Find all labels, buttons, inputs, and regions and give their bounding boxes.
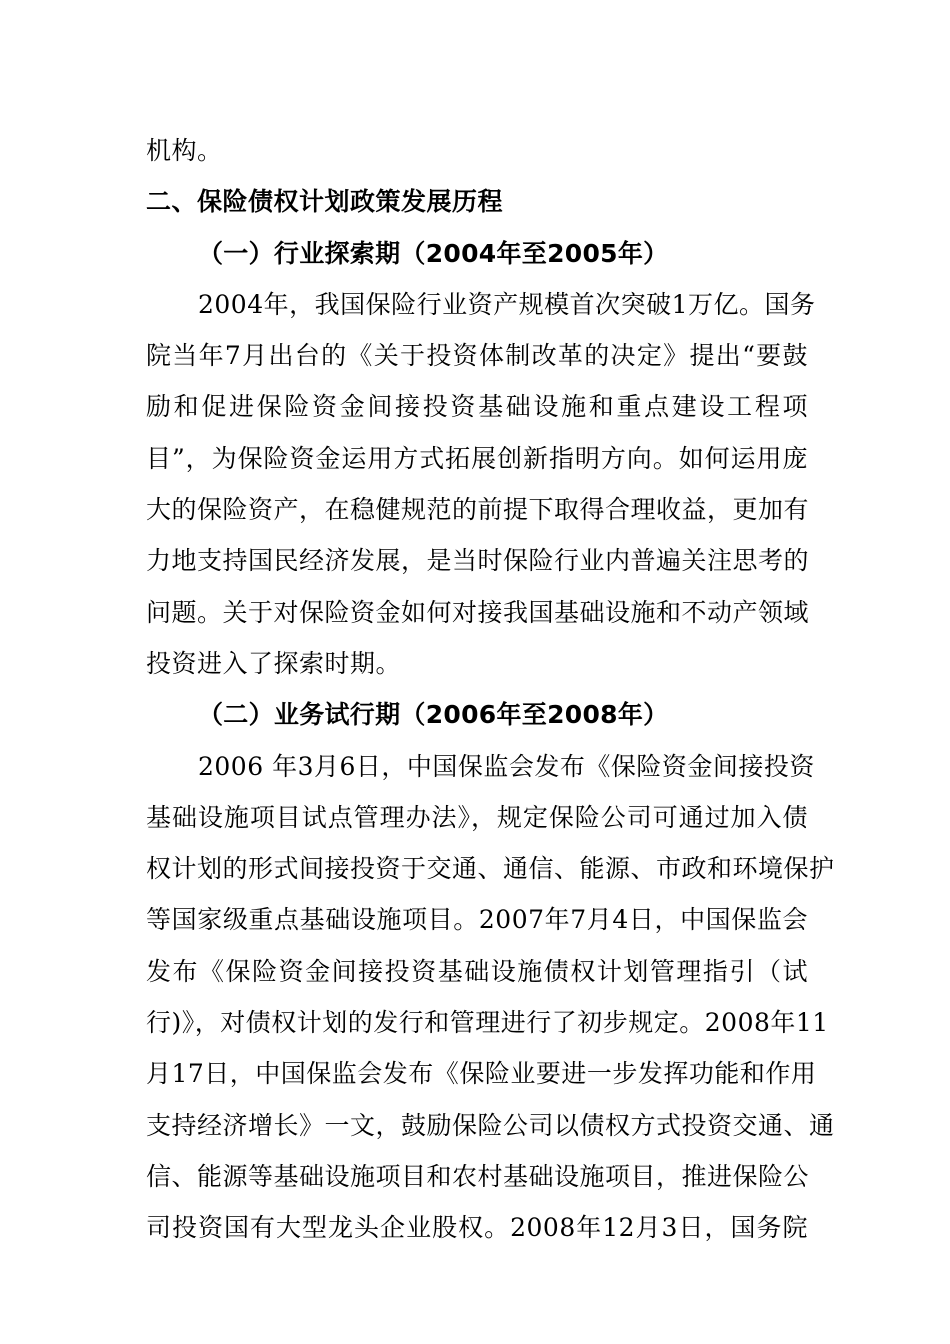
body-text-line: 行)》，对债权计划的发行和管理进行了初步规定。2008年11: [146, 1008, 829, 1038]
body-text-line: 发布《保险资金间接投资基础设施债权计划管理指引（试: [146, 956, 808, 986]
body-text-line: 信、能源等基础设施项目和农村基础设施项目，推进保险公: [146, 1161, 810, 1191]
body-text-line: 司投资国有大型龙头企业股权。2008年12月3日，国务院: [146, 1213, 808, 1243]
body-text-line: 力地支持国民经济发展，是当时保险行业内普遍关注思考的: [146, 546, 810, 576]
body-text-line: 机构。: [146, 136, 223, 165]
body-text-line: 基础设施项目试点管理办法》，规定保险公司可通过加入债: [146, 802, 808, 832]
body-text-line: 等国家级重点基础设施项目。2007年7月4日，中国保监会: [146, 905, 808, 935]
subsection-heading: （一）行业探索期（2004年至2005年）: [198, 238, 669, 268]
section-heading: 二、保险债权计划政策发展历程: [146, 187, 504, 217]
body-text-line: 院当年7月出台的《关于投资体制改革的决定》提出“要鼓: [146, 341, 808, 371]
body-text-line: 权计划的形式间接投资于交通、通信、能源、市政和环境保护: [146, 854, 835, 884]
body-text-line: 目”，为保险资金运用方式拓展创新指明方向。如何运用庞: [146, 443, 808, 473]
body-text-line: 励和促进保险资金间接投资基础设施和重点建设工程项: [146, 392, 808, 422]
document-page: [146, 125, 835, 1254]
subsection-heading: （二）业务试行期（2006年至2008年）: [198, 700, 669, 730]
body-text-line: 支持经济增长》一文，鼓励保险公司以债权方式投资交通、通: [146, 1110, 835, 1140]
paragraph-first-line: 2006 年3月6日，中国保监会发布《保险资金间接投资: [198, 751, 815, 781]
body-text-line: 问题。关于对保险资金如何对接我国基础设施和不动产领域: [146, 597, 810, 627]
body-text-line: 投资进入了探索时期。: [146, 648, 402, 678]
paragraph-first-line: 2004年，我国保险行业资产规模首次突破1万亿。国务: [198, 289, 816, 319]
body-text-line: 月17日，中国保监会发布《保险业要进一步发挥功能和作用: [146, 1059, 817, 1089]
body-text-line: 大的保险资产，在稳健规范的前提下取得合理收益，更加有: [146, 495, 810, 525]
